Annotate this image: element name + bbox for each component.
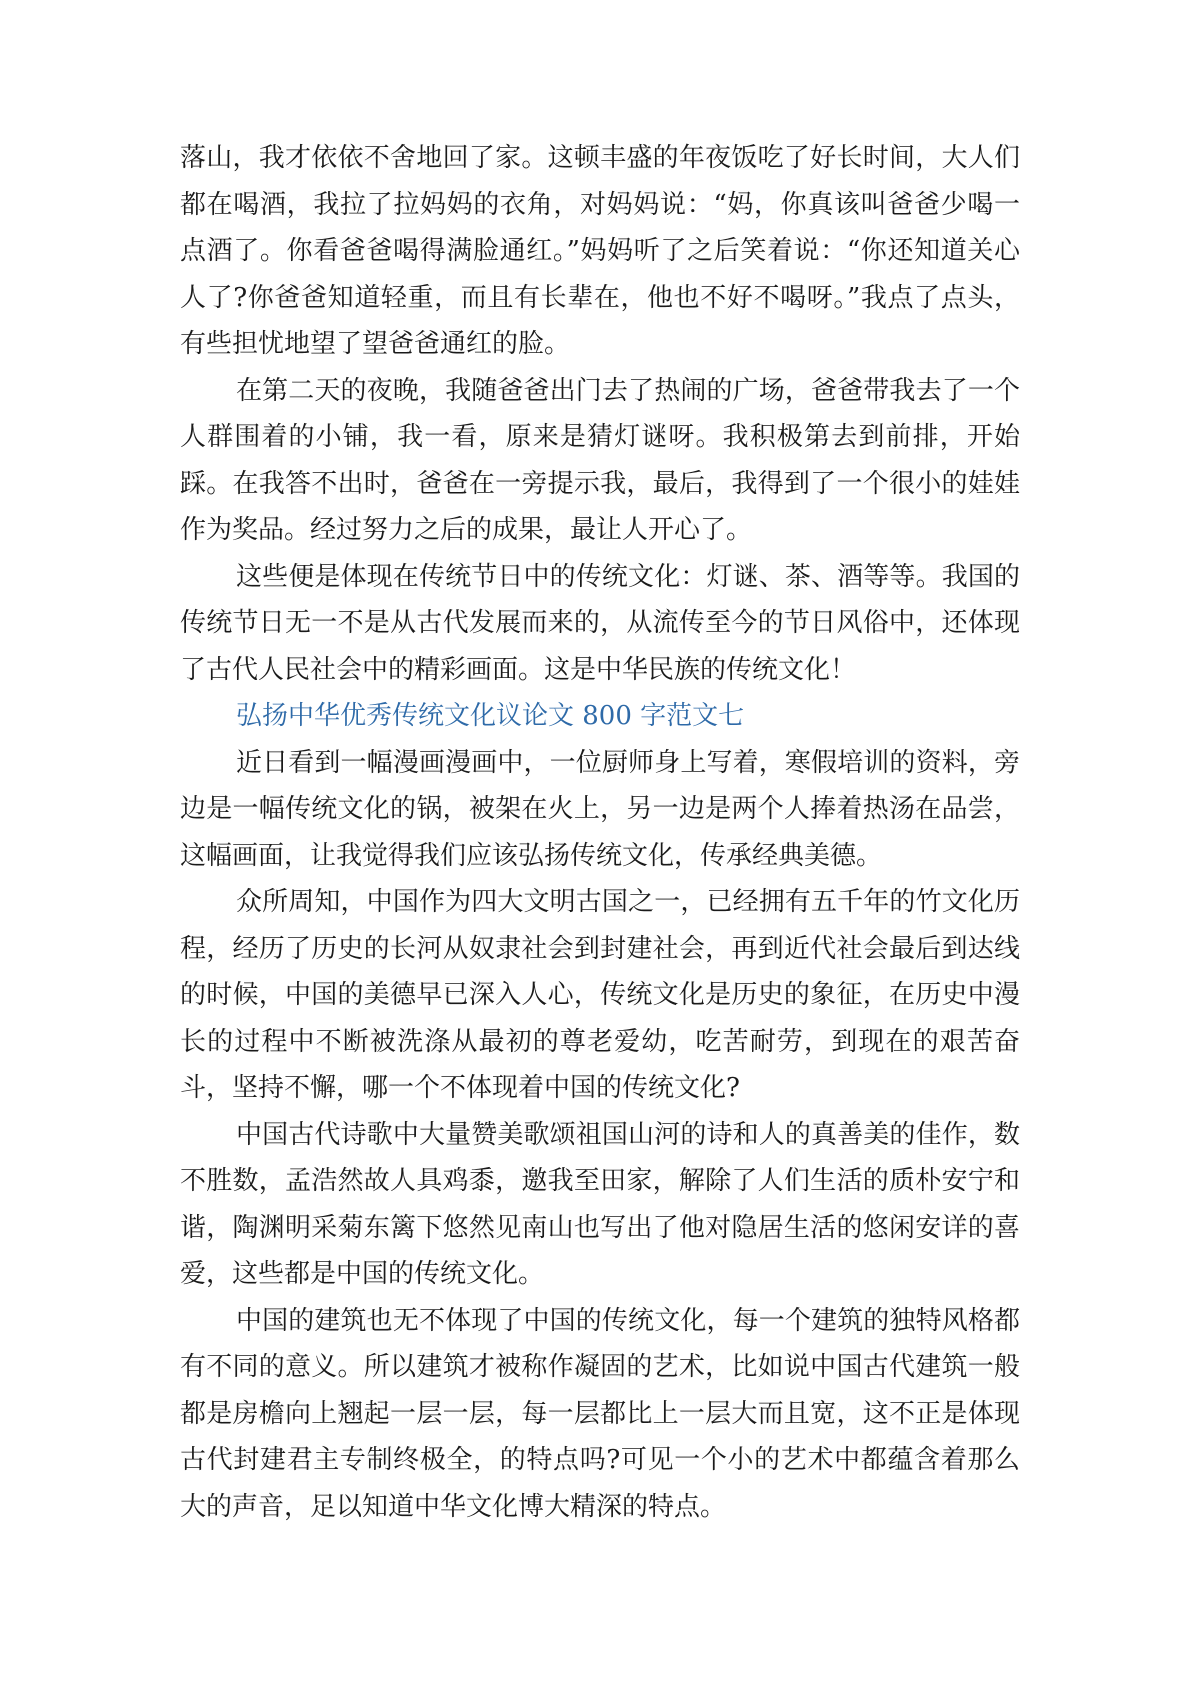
paragraph-comic: 近日看到一幅漫画漫画中，一位厨师身上写着，寒假培训的资料，旁边是一幅传统文化的锅，被架在火上，另一边是两个人捧着热汤在品尝，这幅画面，让我觉得我们应该弘扬传统文化，传承经典美德。 <box>180 747 1020 871</box>
paragraph-history: 众所周知，中国作为四大文明古国之一，已经拥有五千年的竹文化历程，经历了历史的长河从奴隶社会到封建社会，再到近代社会最后到达线的时候，中国的美德早已深入人心，传统文化是历史的象征，在历史中漫长的过程中不断被洗涤从最初的尊老爱幼，吃苦耐劳，到现在的艰苦奋斗，坚持不懈，哪一个不体现着中国的传统文化? <box>180 887 1020 1103</box>
document-body <box>180 135 1020 1530</box>
paragraph-continuation: 落山，我才依依不舍地回了家。这顿丰盛的年夜饭吃了好长时间，大人们都在喝酒，我拉了拉妈妈的衣角，对妈妈说：“妈，你真该叫爸爸少喝一点酒了。你看爸爸喝得满脸通红。”妈妈听了之后笑着说：“你还知道关心人了?你爸爸知道轻重，而且有长辈在，他也不好不喝呀。”我点了点头，有些担忧地望了望爸爸通红的脸。 <box>180 143 1020 359</box>
paragraph-lantern-riddle: 在第二天的夜晚，我随爸爸出门去了热闹的广场，爸爸带我去了一个人群围着的小铺，我一看，原来是猜灯谜呀。我积极第去到前排，开始踩。在我答不出时，爸爸在一旁提示我，最后，我得到了一个很小的娃娃作为奖品。经过努力之后的成果，最让人开心了。 <box>180 375 1020 545</box>
section-heading: 弘扬中华优秀传统文化议论文 800 字范文七 <box>236 701 745 731</box>
paragraph-architecture: 中国的建筑也无不体现了中国的传统文化，每一个建筑的独特风格都有不同的意义。所以建筑才被称作凝固的艺术，比如说中国古代建筑一般都是房檐向上翘起一层一层，每一层都比上一层大而且宽，这不正是体现古代封建君主专制终极全，的特点吗?可见一个小的艺术中都蕴含着那么大的声音，足以知道中华文化博大精深的特点。 <box>180 1305 1020 1522</box>
paragraph-festival-culture: 这些便是体现在传统节日中的传统文化：灯谜、茶、酒等等。我国的传统节日无一不是从古代发展而来的，从流传至今的节日风俗中，还体现了古代人民社会中的精彩画面。这是中华民族的传统文化！ <box>180 561 1020 685</box>
paragraph-poetry: 中国古代诗歌中大量赞美歌颂祖国山河的诗和人的真善美的佳作，数不胜数，孟浩然故人具鸡黍，邀我至田家，解除了人们生活的质朴安宁和谐，陶渊明采菊东篱下悠然见南山也写出了他对隐居生活的悠闲安详的喜爱，这些都是中国的传统文化。 <box>180 1119 1020 1289</box>
